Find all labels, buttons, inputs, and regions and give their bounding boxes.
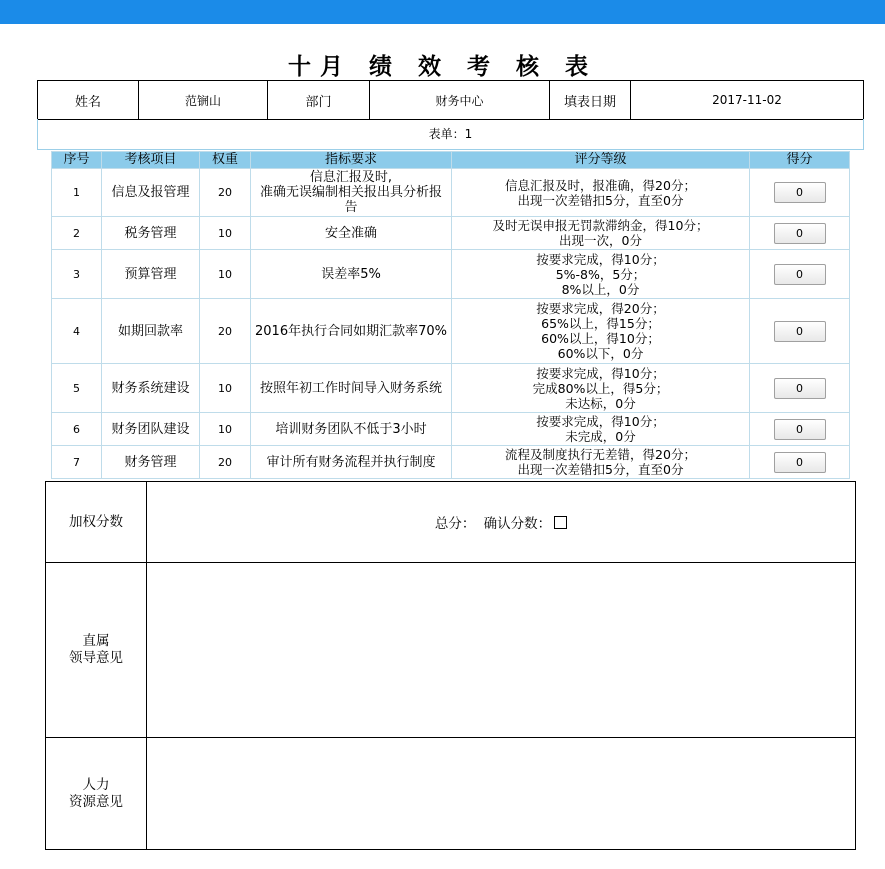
score-input[interactable]: 0	[774, 378, 826, 399]
header-info-table	[37, 80, 864, 120]
form-number: 表单：1	[37, 119, 864, 150]
row-grading: 信息汇报及时，报准确，得20分； 出现一次差错扣5分，直至0分	[452, 169, 750, 217]
row-item: 财务系统建设	[102, 364, 200, 413]
row-requirement: 2016年执行合同如期汇款率70%	[251, 299, 452, 364]
row-requirement: 误差率5%	[251, 250, 452, 299]
dept-value: 财务中心	[370, 81, 550, 120]
row-grading: 及时无误申报无罚款滞纳金，得10分； 出现一次，0分	[452, 217, 750, 250]
row-weight: 10	[200, 364, 251, 413]
row-requirement: 信息汇报及时, 准确无误编制相关报出具分析报 告	[251, 169, 452, 217]
row-weight: 20	[200, 299, 251, 364]
row-requirement: 安全准确	[251, 217, 452, 250]
row-no: 6	[52, 413, 102, 446]
row-score	[750, 169, 850, 217]
page-title: 十月 绩 效 考 核 表	[287, 53, 598, 80]
table-row	[52, 217, 850, 250]
row-grading: 按要求完成，得10分； 未完成，0分	[452, 413, 750, 446]
score-input[interactable]: 0	[774, 264, 826, 285]
row-weight: 10	[200, 413, 251, 446]
row-weight: 20	[200, 169, 251, 217]
score-input[interactable]: 0	[774, 223, 826, 244]
col-header-item: 考核项目	[102, 152, 200, 169]
table-row	[52, 169, 850, 217]
row-no: 2	[52, 217, 102, 250]
name-value: 范锎山	[139, 81, 268, 120]
row-score	[750, 217, 850, 250]
approval-table	[45, 481, 856, 850]
name-label: 姓名	[38, 81, 139, 120]
row-grading: 流程及制度执行无差错，得20分； 出现一次差错扣5分，直至0分	[452, 446, 750, 479]
assessment-table	[51, 151, 850, 479]
row-score	[750, 299, 850, 364]
row-no: 1	[52, 169, 102, 217]
col-header-no: 序号	[52, 152, 102, 169]
supervisor-opinion-field[interactable]	[147, 563, 856, 738]
row-weight: 20	[200, 446, 251, 479]
row-requirement: 培训财务团队不低于3小时	[251, 413, 452, 446]
row-requirement: 按照年初工作时间导入财务系统	[251, 364, 452, 413]
confirm-score-checkbox[interactable]	[554, 516, 567, 529]
top-banner	[0, 0, 885, 24]
score-input[interactable]: 0	[774, 419, 826, 440]
row-item: 财务团队建设	[102, 413, 200, 446]
row-grading: 按要求完成，得10分； 5%-8%，5分； 8%以上，0分	[452, 250, 750, 299]
row-requirement: 审计所有财务流程并执行制度	[251, 446, 452, 479]
col-header-grading: 评分等级	[452, 152, 750, 169]
table-row	[52, 364, 850, 413]
weighted-score-label: 加权分数	[46, 482, 147, 563]
row-no: 7	[52, 446, 102, 479]
col-header-weight: 权重	[200, 152, 251, 169]
col-header-score: 得分	[750, 152, 850, 169]
dept-label: 部门	[268, 81, 370, 120]
table-row	[52, 250, 850, 299]
row-item: 财务管理	[102, 446, 200, 479]
row-item: 如期回款率	[102, 299, 200, 364]
row-no: 3	[52, 250, 102, 299]
row-no: 5	[52, 364, 102, 413]
assessment-header-row	[52, 152, 850, 169]
table-row	[52, 299, 850, 364]
total-label: 总分：	[434, 516, 476, 532]
table-row	[52, 413, 850, 446]
row-item: 信息及报管理	[102, 169, 200, 217]
row-score	[750, 413, 850, 446]
row-score	[750, 364, 850, 413]
score-input[interactable]: 0	[774, 452, 826, 473]
row-grading: 按要求完成，得20分； 65%以上，得15分； 60%以上，得10分； 60%以下，0分	[452, 299, 750, 364]
score-input[interactable]: 0	[774, 182, 826, 203]
row-no: 4	[52, 299, 102, 364]
hr-opinion-field[interactable]	[147, 738, 856, 850]
score-input[interactable]: 0	[774, 321, 826, 342]
table-row	[52, 446, 850, 479]
row-item: 预算管理	[102, 250, 200, 299]
row-weight: 10	[200, 217, 251, 250]
col-header-requirement: 指标要求	[251, 152, 452, 169]
confirm-score-label: 确认分数：	[483, 516, 552, 532]
row-item: 税务管理	[102, 217, 200, 250]
date-label: 填表日期	[550, 81, 631, 120]
row-score	[750, 250, 850, 299]
total-score-cell	[147, 482, 856, 563]
row-grading: 按要求完成，得10分； 完成80%以上，得5分； 未达标，0分	[452, 364, 750, 413]
date-value: 2017-11-02	[631, 81, 864, 120]
hr-opinion-label: 人力 资源意见	[46, 738, 147, 850]
supervisor-opinion-label: 直属 领导意见	[46, 563, 147, 738]
row-weight: 10	[200, 250, 251, 299]
row-score	[750, 446, 850, 479]
